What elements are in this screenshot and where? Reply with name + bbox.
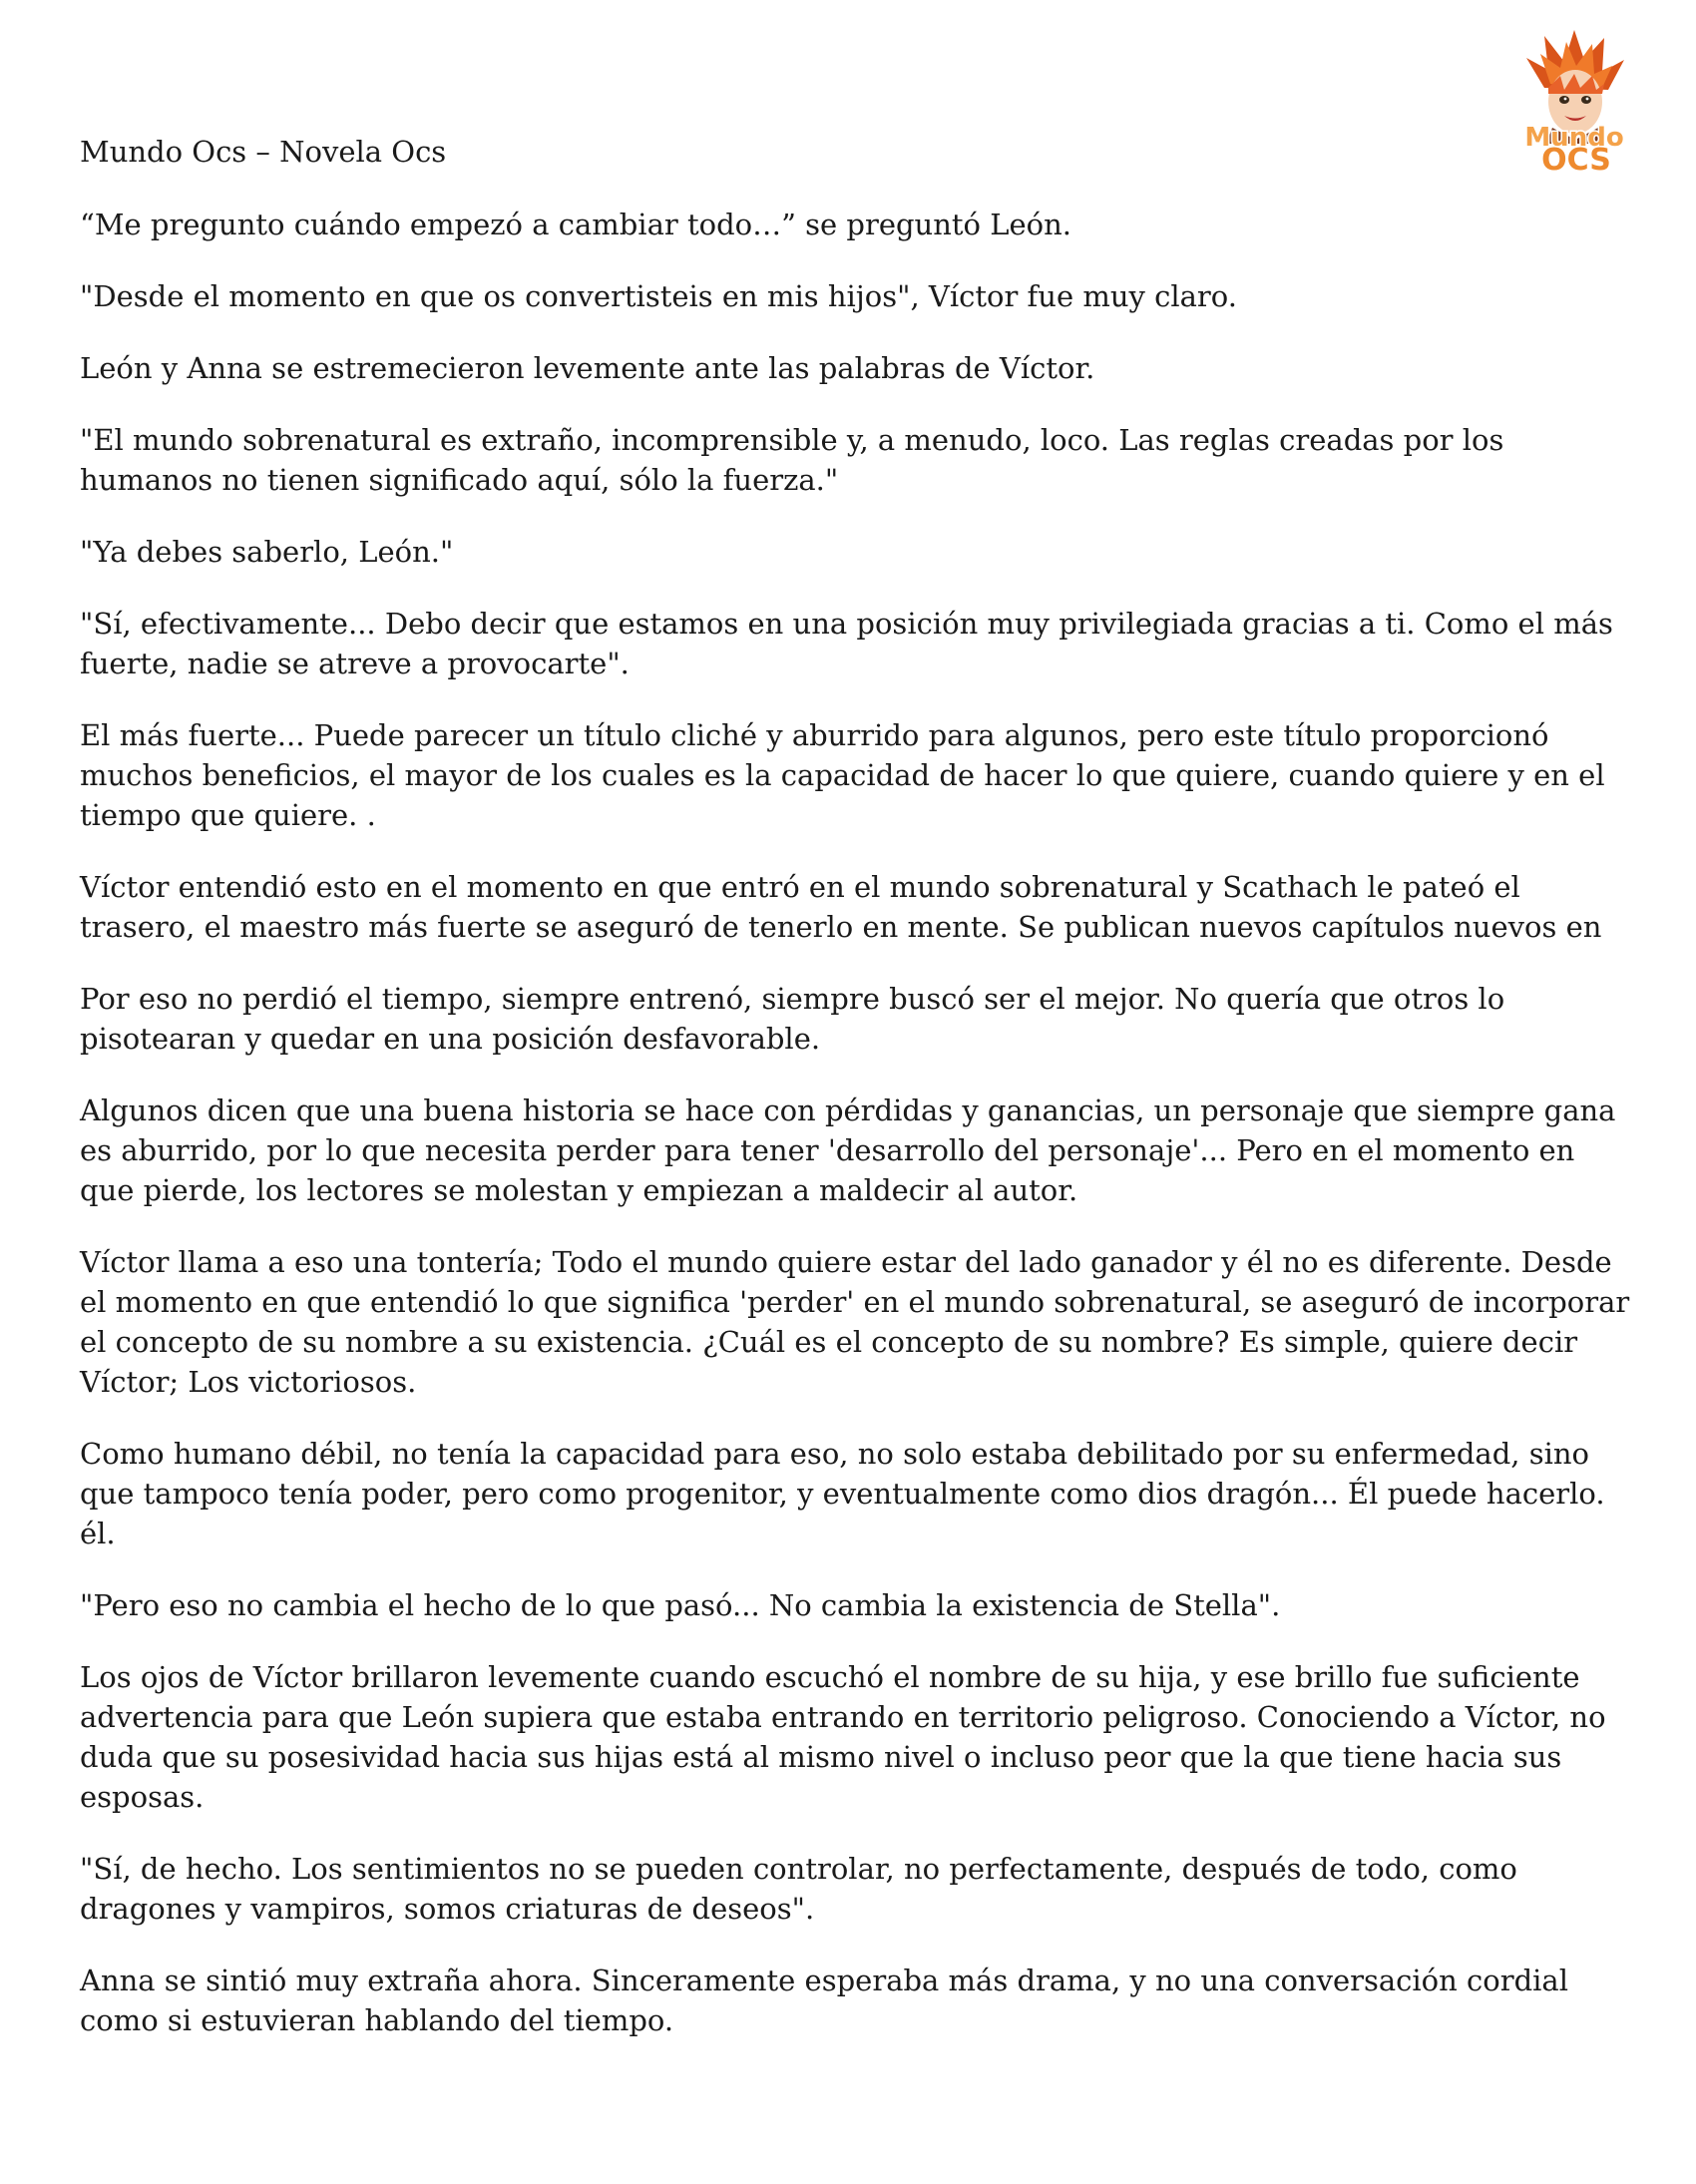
logo-text-top: Mundo [1524,123,1624,153]
paragraph: Víctor entendió esto en el momento en que entró en el mundo sobrenatural y Scathach le pateó el trasero, el maestro más fuerte se aseguró de tenerlo en mente. Se publican nuevos capítulos nuevos en [80,870,1602,944]
paragraph: "Desde el momento en que os convertisteis en mis hijos", Víctor fue muy claro. [80,279,1237,313]
paragraph: "Sí, efectivamente... Debo decir que estamos en una posición muy privilegiada gracias a ti. Como el más fuerte, nadie se atreve a provocarte". [80,607,1613,680]
paragraph: "Ya debes saberlo, León." [80,535,454,569]
paragraph: El más fuerte... Puede parecer un título cliché y aburrido para algunos, pero este título proporcionó muchos beneficios, el mayor de los cuales es la capacidad de hacer lo que quiere, cuando quiere y en el tiempo que quiere. . [80,718,1605,832]
paragraph: “Me pregunto cuándo empezó a cambiar todo…” se preguntó León. [80,208,1072,241]
paragraph: "El mundo sobrenatural es extraño, incomprensible y, a menudo, loco. Las reglas creadas por los humanos no tienen significado aquí, sólo la fuerza." [80,423,1504,497]
paragraph: Anna se sintió muy extraña ahora. Sinceramente esperaba más drama, y no una conversación cordial como si estuvieran hablando del tiempo. [80,1964,1568,2037]
document-body [80,132,1636,2072]
paragraph: Como humano débil, no tenía la capacidad para eso, no solo estaba debilitado por su enfermedad, sino que tampoco tenía poder, pero como progenitor, y eventualmente como dios dragón... Él puede hacerlo. él. [80,1437,1605,1550]
paragraph: "Pero eso no cambia el hecho de lo que pasó... No cambia la existencia de Stella". [80,1588,1281,1622]
paragraph: León y Anna se estremecieron levemente ante las palabras de Víctor. [80,351,1095,385]
paragraph: "Sí, de hecho. Los sentimientos no se pueden controlar, no perfectamente, después de todo, como dragones y vampiros, somos criaturas de deseos". [80,1852,1517,1926]
paragraph: Víctor llama a eso una tontería; Todo el mundo quiere estar del lado ganador y él no es diferente. Desde el momento en que entendió lo que significa 'perder' en el mundo sobrenatural, se aseguró de incorporar el concepto de su nombre a su existencia. ¿Cuál es el concepto de su nombre? Es simple, quiere decir Víctor; Los victoriosos. [80,1245,1630,1399]
paragraph: Algunos dicen que una buena historia se hace con pérdidas y ganancias, un personaje que siempre gana es aburrido, por lo que necesita perder para tener 'desarrollo del personaje'... Pero en el momento en que pierde, los lectores se molestan y empiezan a maldecir al autor. [80,1093,1616,1207]
document-header-title: Mundo Ocs – Novela Ocs [80,135,447,169]
paragraph: Los ojos de Víctor brillaron levemente cuando escuchó el nombre de su hija, y ese brillo fue suficiente advertencia para que León supiera que estaba entrando en territorio peligroso. Conociendo a Víctor, no duda que su posesividad hacia sus hijas está al mismo nivel o incluso peor que la que tiene hacia sus esposas. [80,1660,1606,1814]
logo-text-bottom: OCS [1541,143,1611,174]
paragraph: Por eso no perdió el tiempo, siempre entrenó, siempre buscó ser el mejor. No quería que otros lo pisotearan y quedar en una posición desfavorable. [80,982,1505,1056]
